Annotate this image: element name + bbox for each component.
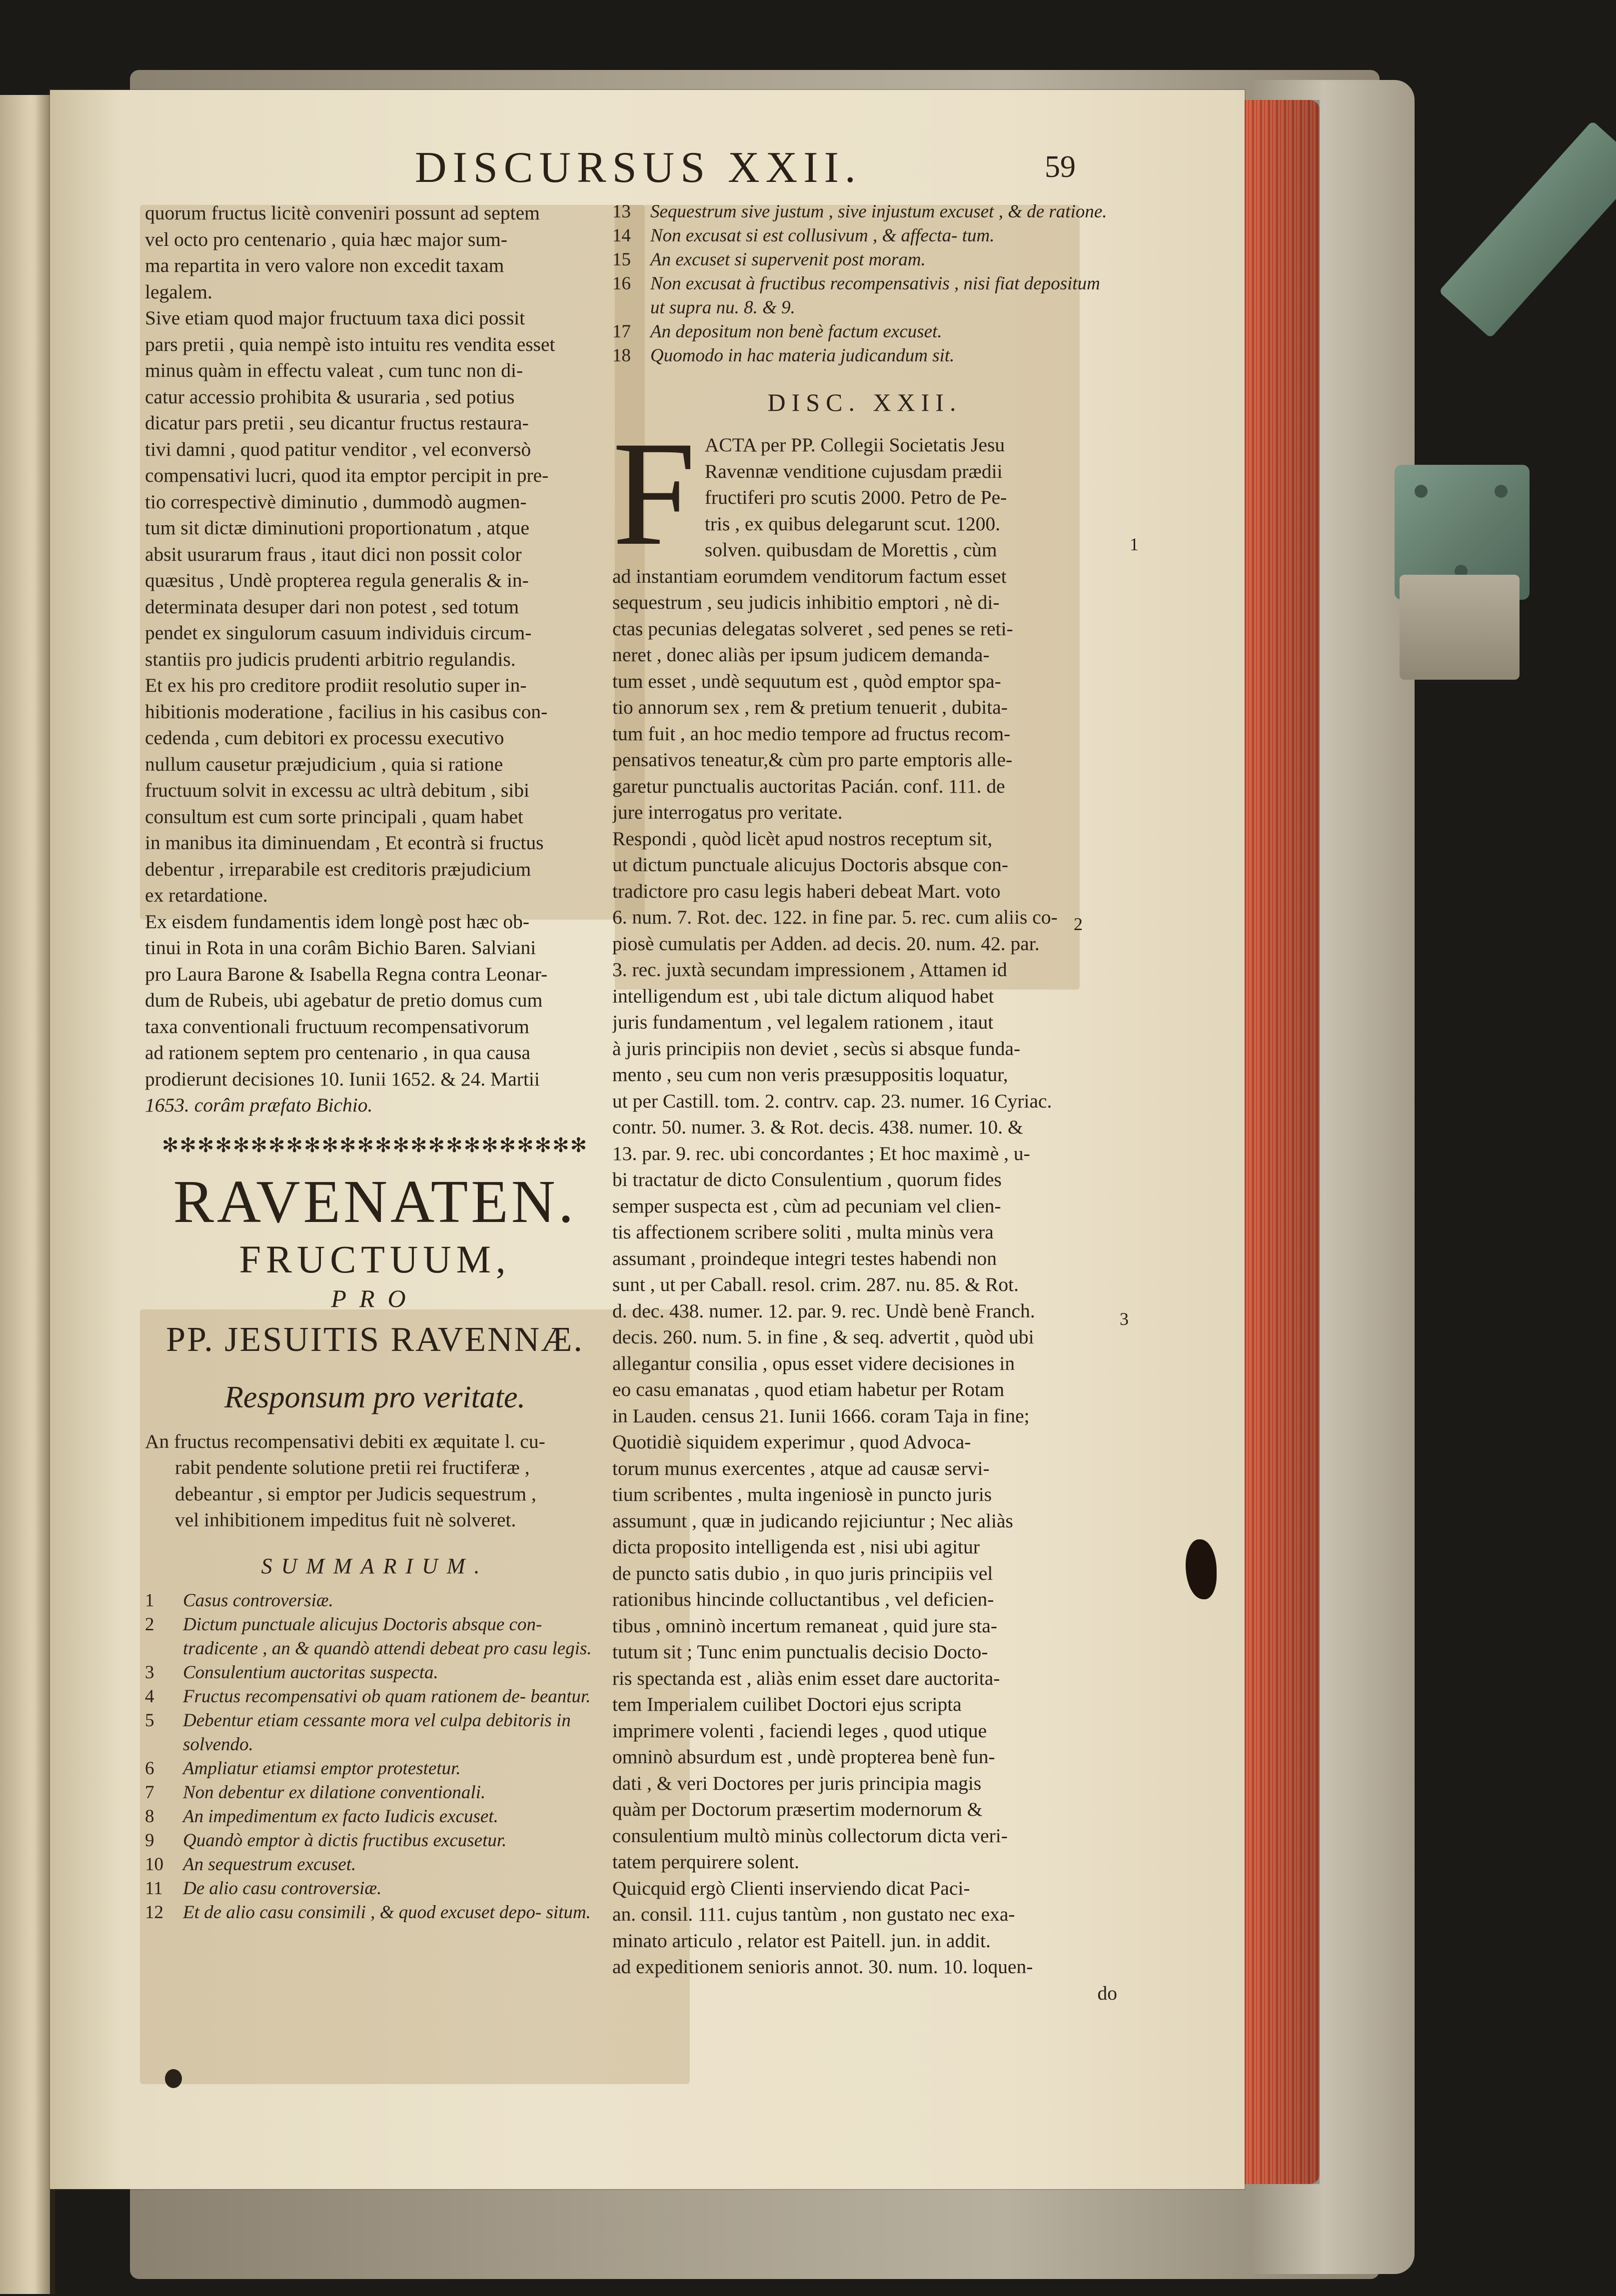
page-header [350, 142, 1200, 202]
summarium-number: 13 [612, 201, 631, 222]
text-line: prodierunt decisiones 10. Iunii 1652. & 24. Martii [145, 1068, 540, 1090]
summarium-number: 16 [612, 273, 631, 294]
summarium-item [145, 1589, 605, 1613]
text-line: pensativos teneatur,& cùm pro parte emptoris alle- [612, 749, 1013, 771]
summarium-number: 11 [145, 1878, 163, 1899]
summarium-text: Consulentium auctoritas suspecta. [183, 1662, 438, 1683]
summarium-number: 1 [145, 1590, 154, 1611]
text-line: 3. rec. juxtà secundam impressionem , Attamen id [612, 959, 1007, 981]
text-line: 13. par. 9. rec. ubi concordantes ; Et hoc maximè , u- [612, 1142, 1030, 1164]
text-line: decis. 260. num. 5. in fine , & seq. advertit , quòd ubi [612, 1326, 1034, 1348]
summarium-text: Quandò emptor à dictis fructibus excusetur. [183, 1830, 507, 1851]
clasp-hinge [1400, 575, 1520, 680]
text-line: ex retardatione. [145, 884, 268, 906]
text-line: debeantur , si emptor per Judicis sequestrum , [175, 1482, 536, 1505]
text-line: Sive etiam quod major fructuum taxa dici possit [145, 307, 525, 329]
text-line: tum esset , undè sequutum est , quòd emptor spa- [612, 670, 1001, 692]
summarium-item [145, 1709, 605, 1757]
text-line: pro Laura Barone & Isabella Regna contra Leonar- [145, 963, 548, 985]
text-line: juris fundamentum , vel legalem rationem , itaut [612, 1011, 994, 1033]
text-line: tio correspectivè diminutio , dummodò augmen- [145, 490, 527, 513]
summarium-item [612, 248, 1117, 272]
text-line: minus quàm in effectu valeat , cum tunc non di- [145, 359, 523, 381]
text-line: pars pretii , quia nempè isto intuitu res vendita esset [145, 333, 555, 355]
text-line: Quotidiè siquidem experimur , quod Advoca- [612, 1431, 971, 1453]
text-line: Ravennæ venditione cujusdam prædii [704, 460, 1003, 482]
text-line: garetur punctualis auctoritas Pacián. conf. 111. de [612, 775, 1005, 797]
text-line: torum munus exercentes , atque ad causæ servi- [612, 1457, 990, 1479]
text-line: tibus , omninò incertum remaneat , quid jure sta- [612, 1614, 998, 1637]
summarium-text: Quomodo in hac materia judicandum sit. [650, 345, 955, 366]
text-line: mento , seu cum non veris præsuppositis loquatur, [612, 1064, 1008, 1086]
text-line: fructuum solvit in excessu ac ultrà debitum , sibi [145, 779, 529, 801]
summarium-text: An excuset si supervenit post moram. [650, 249, 926, 270]
summarium-item [612, 200, 1117, 224]
margin-number: 2 [1074, 914, 1083, 934]
text-line: ACTA per PP. Collegii Societatis Jesu [704, 434, 1005, 456]
text-line: tutum sit ; Tunc enim punctualis decisio Docto- [612, 1641, 988, 1663]
text-line: tatem perquirere solent. [612, 1851, 799, 1873]
summarium-text: Non excusat à fructibus recompensativis , nisi fiat depositum ut supra nu. 8. & 9. [650, 273, 1100, 318]
text-line: catur accessio prohibita & usuraria , sed potius [145, 385, 515, 408]
text-line: tium scribentes , multa ingeniosè in puncto juris [612, 1483, 992, 1505]
paragraph [612, 826, 1117, 1875]
page-number: 59 [1045, 150, 1076, 184]
paragraph [612, 1875, 1117, 1980]
summarium-number: 14 [612, 225, 631, 246]
text-line: bi tractatur de dicto Consulentium , quorum fides [612, 1168, 1002, 1190]
responsum-heading: Responsum pro veritate. [224, 1380, 526, 1414]
summarium-heading: SUMMARIUM. [261, 1553, 489, 1578]
text-line: d. dec. 438. numer. 12. par. 9. rec. Undè benè Franch. [612, 1299, 1035, 1322]
text-line: dicatur pars pretii , seu dicantur fructus restaura- [145, 412, 529, 434]
text-line: pendet ex singulorum casuum individuis circum- [145, 622, 532, 644]
text-line: tem Imperialem cuilibet Doctori ejus scripta [612, 1693, 962, 1715]
case-title: RAVENATEN. [173, 1167, 577, 1235]
party-name: PP. JESUITIS RAVENNÆ. [166, 1320, 584, 1359]
summarium-item [145, 1685, 605, 1709]
summarium-number: 12 [145, 1902, 163, 1923]
summarium-text: Fructus recompensativi ob quam rationem de- beantur. [183, 1686, 591, 1707]
text-line: consulentium multò minùs collectorum dicta veri- [612, 1824, 1008, 1847]
text-line: legalem. [145, 280, 212, 303]
text-line: taxa conventionali fructuum recompensativorum [145, 1015, 529, 1038]
text-line: in Lauden. census 21. Iunii 1666. coram Taja in fine; [612, 1404, 1030, 1427]
summarium-item [145, 1661, 605, 1685]
text-line: minato articulo , relator est Paitell. jun. in addit. [612, 1929, 991, 1952]
text-line: cedenda , cum debitori ex processu executivo [145, 727, 504, 749]
summarium-item [145, 1613, 605, 1661]
text-line: stantiis pro judicis prudenti arbitrio regulandis. [145, 648, 516, 670]
text-line: quàm per Doctorum præsertim modernorum & [612, 1798, 983, 1820]
summarium-text: De alio casu controversiæ. [183, 1878, 382, 1899]
rivet-icon [1415, 485, 1428, 498]
text-line: 6. num. 7. Rot. dec. 122. in fine par. 5. rec. cum aliis co- [612, 906, 1058, 928]
text-line: ad expeditionem senioris annot. 30. num. 10. loquen- [612, 1956, 1033, 1978]
ornament-rule: ✻✻✻✻✻✻✻✻✻✻✻✻✻✻✻✻✻✻✻✻✻✻✻✻ [161, 1134, 588, 1156]
summarium-item [145, 1757, 605, 1781]
text-line: ut per Castill. tom. 2. contrv. cap. 23. numer. 16 Cyriac. [612, 1090, 1052, 1112]
text-line: ad rationem septem pro centenario , in qua causa [145, 1042, 531, 1064]
text-line: 1653. corâm præfato Bichio. [145, 1094, 373, 1116]
summarium-item [612, 320, 1117, 344]
summarium-text: Debentur etiam cessante mora vel culpa debitoris in solvendo. [183, 1710, 571, 1755]
summarium-number: 5 [145, 1710, 154, 1731]
paragraph [612, 563, 1117, 826]
text-line: consultum est cum sorte principali , quam habet [145, 805, 523, 828]
summarium-text: Et de alio casu consimili , & quod excuset depo- situm. [183, 1902, 591, 1923]
summarium-number: 8 [145, 1806, 154, 1827]
summarium-text: Casus controversiæ. [183, 1590, 333, 1611]
text-line: ad instantiam eorumdem venditorum factum esset [612, 565, 1007, 587]
summarium-number: 15 [612, 249, 631, 270]
case-subtitle: FRUCTUUM, [239, 1237, 511, 1281]
right-column [612, 200, 1117, 2006]
text-line: piosè cumulatis per Adden. ad decis. 20. num. 42. par. [612, 932, 1040, 955]
text-line: dicta proposito intelligenda est , nisi ubi agitur [612, 1536, 980, 1558]
text-line: quæsitus , Undè propterea regula generalis & in- [145, 569, 529, 591]
text-line: jure interrogatus pro veritate. [612, 801, 843, 823]
summarium-text: An sequestrum excuset. [183, 1854, 356, 1875]
summarium-text: An depositum non benè factum excuset. [650, 321, 942, 342]
text-line: semper suspecta est , cùm ad pecuniam vel clien- [612, 1194, 1001, 1217]
summarium-number: 7 [145, 1782, 154, 1803]
text-line: omninò absurdum est , undè propterea benè fun- [612, 1746, 995, 1768]
summarium-item [145, 1901, 605, 1925]
text-line: debentur , irreparabile est creditoris præjudicium [145, 858, 531, 880]
summarium-number: 3 [145, 1662, 154, 1683]
summarium-text: Ampliatur etiamsi emptor protestetur. [183, 1758, 461, 1779]
paragraph [145, 672, 605, 909]
summarium-text: An impedimentum ex facto Iudicis excuset. [183, 1806, 498, 1827]
summarium-number: 6 [145, 1758, 154, 1779]
summarium-number: 9 [145, 1830, 154, 1851]
summarium-number: 10 [145, 1854, 163, 1875]
rivet-icon [1495, 485, 1508, 498]
text-line: tivi damni , quod patitur venditor , vel econversò [145, 438, 531, 460]
text-line: neret , donec aliàs per ipsum judicem demanda- [612, 644, 990, 666]
text-line: assumunt , quæ in judicando rejiciuntur ; Nec aliàs [612, 1509, 1013, 1532]
text-line: nullum causetur præjudicium , quia si ratione [145, 753, 503, 775]
text-line: tio annorum sex , rem & pretium tenuerit , dubita- [612, 696, 1008, 718]
text-line: ctas pecunias delegatas solveret , sed penes se reti- [612, 617, 1013, 640]
clasp-strap [1439, 120, 1616, 338]
text-line: Respondi , quòd licèt apud nostros receptum sit, [612, 827, 993, 850]
text-line: tris , ex quibus delegarunt scut. 1200. [704, 512, 1001, 535]
text-line: imprimere volenti , faciendi leges , quod utique [612, 1719, 987, 1742]
text-line: solven. quibusdam de Morettis , cùm [704, 539, 997, 561]
catchword: do [1097, 1982, 1117, 2004]
margin-number: 3 [1120, 1309, 1129, 1329]
summarium-text: Non debentur ex dilatione conventionali. [183, 1782, 486, 1803]
text-line: dati , & veri Doctores per juris principia magis [612, 1772, 982, 1794]
text-line: ma repartita in vero valore non excedit taxam [145, 254, 504, 276]
text-line: tis affectionem scribere soliti , multa minùs vera [612, 1221, 994, 1243]
text-line: ut dictum punctuale alicujus Doctoris absque con- [612, 854, 1008, 876]
text-line: Quicquid ergò Clienti inserviendo dicat Paci- [612, 1877, 970, 1899]
summarium-number: 18 [612, 345, 631, 366]
summarium-text: Sequestrum sive justum , sive injustum excuset , & de ratione. [650, 201, 1107, 222]
summarium-item [145, 1781, 605, 1805]
text-line: determinata desuper dari non potest , sed totum [145, 595, 519, 618]
paragraph [145, 909, 605, 1119]
summarium-number: 17 [612, 321, 631, 342]
text-line: dum de Rubeis, ubi agebatur de pretio domus cum [145, 989, 543, 1011]
text-line: tum sit dictæ diminutioni proportionatum , atque [145, 517, 530, 539]
text-line: absit usurarum fraus , itaut dici non possit color [145, 543, 522, 565]
text-line: Et ex his pro creditore prodiit resolutio super in- [145, 674, 527, 696]
summarium-text: Non excusat si est collusivum , & affecta- tum. [650, 225, 995, 246]
text-line: allegantur consilia , opus esset videre decisiones in [612, 1352, 1015, 1374]
summarium-list [145, 1589, 605, 1925]
summarium-item [612, 224, 1117, 248]
summarium-item [145, 1805, 605, 1829]
text-line: contr. 50. numer. 3. & Rot. decis. 438. numer. 10. & [612, 1116, 1023, 1138]
page-edges-shade [1240, 100, 1320, 2184]
pro-label: PRO [331, 1284, 419, 1312]
text-line: ris spectanda est , aliàs enim esset dare auctorita- [612, 1667, 1000, 1689]
paragraph [145, 305, 605, 672]
text-line: Ex eisdem fundamentis idem longè post hæc ob- [145, 910, 530, 933]
summarium-item [145, 1877, 605, 1901]
text-line: tradictore pro casu legis haberi debeat Mart. voto [612, 880, 1001, 902]
drop-cap: F [612, 410, 696, 576]
summarium-item [612, 272, 1117, 320]
text-line: rationibus hincinde colluctantibus , vel deficien- [612, 1588, 994, 1610]
text-line: sequestrum , seu judicis inhibitio emptori , nè di- [612, 591, 1000, 613]
left-column [145, 200, 605, 1925]
text-line: An fructus recompensativi debiti ex æquitate l. cu- [145, 1430, 545, 1452]
text-line: sunt , ut per Caball. resol. crim. 287. nu. 85. & Rot. [612, 1273, 1019, 1295]
text-line: de puncto satis dubio , in quo juris principiis vel [612, 1562, 993, 1584]
text-line: tinui in Rota in una corâm Bichio Baren. Salviani [145, 937, 536, 959]
text-line: eo casu emanatas , quod etiam habetur per Rotam [612, 1378, 1005, 1400]
summarium-number: 2 [145, 1614, 154, 1635]
summarium-list-continued [612, 200, 1117, 368]
text-line: an. consil. 111. cujus tantùm , non gustato nec exa- [612, 1903, 1015, 1925]
text-line: rabit pendente solutione pretii rei fructiferæ , [175, 1456, 530, 1478]
question-paragraph [145, 1428, 605, 1533]
text-line: fructiferi pro scutis 2000. Petro de Pe- [704, 486, 1007, 508]
summarium-item [145, 1829, 605, 1853]
ink-dot [165, 2069, 182, 2088]
summarium-text: Dictum punctuale alicujus Doctoris absque con- tradicente , an & quandò attendi debeat pro casu legis. [183, 1614, 592, 1659]
text-line: hibitionis moderatione , facilius in his casibus con- [145, 700, 548, 723]
text-line: vel octo pro centenario , quia hæc major sum- [145, 228, 508, 250]
margin-number: 1 [1130, 534, 1139, 554]
text-line: quorum fructus licitè conveniri possunt ad septem [145, 202, 540, 224]
text-line: à juris principiis non deviet , secùs si absque funda- [612, 1037, 1021, 1060]
text-line: intelligendum est , ubi tale dictum aliquod habet [612, 985, 994, 1007]
running-head: DISCURSUS XXII. [415, 143, 862, 192]
summarium-item [612, 344, 1117, 368]
paragraph [145, 200, 605, 305]
text-line: tum fuit , an hoc medio tempore ad fructus recom- [612, 722, 1011, 745]
summarium-number: 4 [145, 1686, 154, 1707]
text-line: compensativi lucri, quod ita emptor percipit in pre- [145, 464, 549, 486]
summarium-item [145, 1853, 605, 1877]
text-line: vel inhibitionem impeditus fuit nè solveret. [175, 1509, 516, 1531]
text-line: in manibus ita diminuendam , Et econtrà si fructus [145, 832, 544, 854]
text-line: assumant , proindeque integri testes habendi non [612, 1247, 997, 1269]
discourse-heading: DISC. XXII. [767, 388, 962, 416]
